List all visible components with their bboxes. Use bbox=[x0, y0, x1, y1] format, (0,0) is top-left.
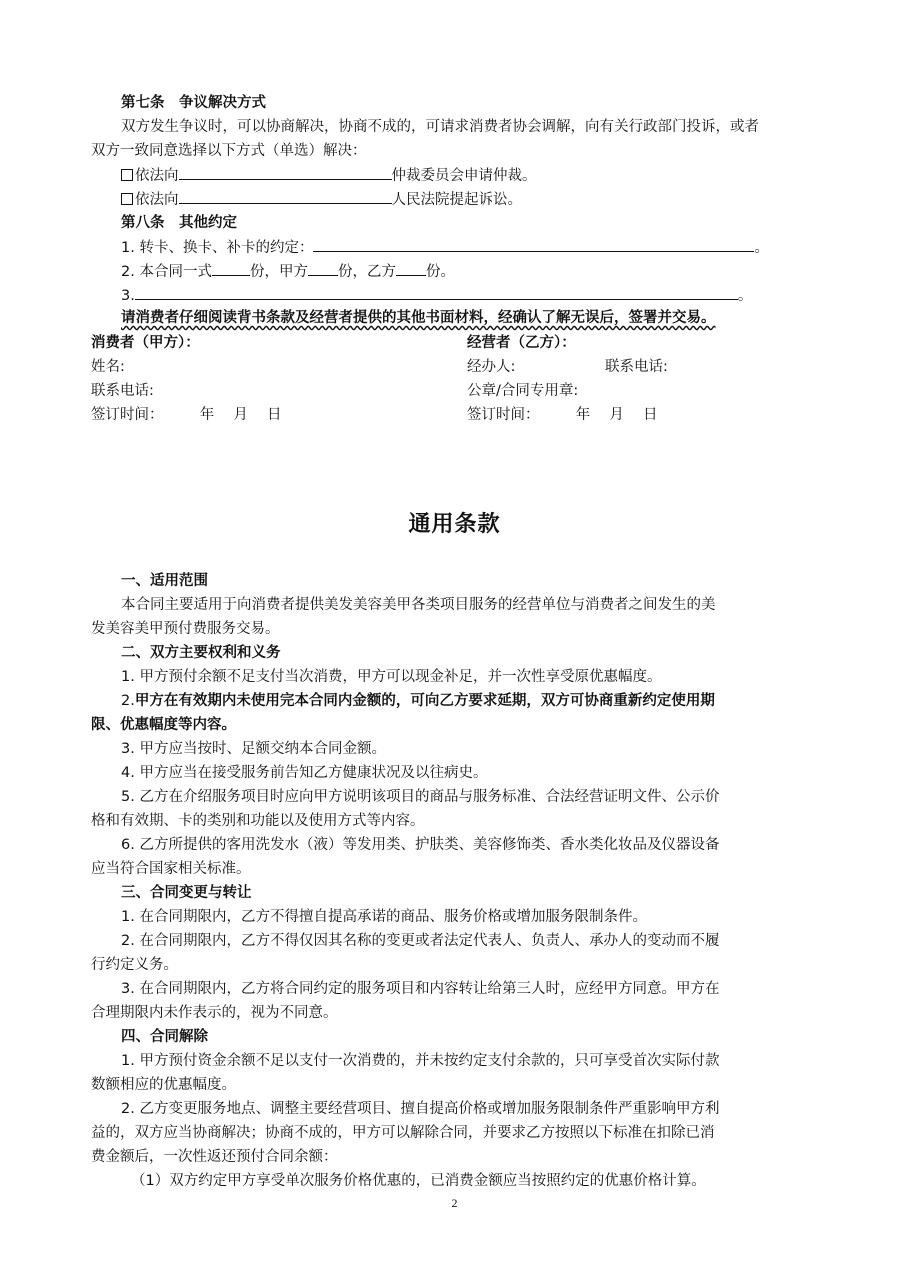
article-7-heading: 第七条 争议解决方式 bbox=[121, 95, 266, 111]
item3-label: 3. bbox=[121, 288, 135, 304]
operator-sign-date: 签订时间： 年 月 日 bbox=[467, 407, 658, 423]
court-blank[interactable] bbox=[179, 189, 392, 204]
section-3-heading: 三、合同变更与转让 bbox=[121, 885, 252, 901]
section-4-item1-line2: 数额相应的优惠幅度。 bbox=[91, 1077, 236, 1093]
item1-label: 1. 转卡、换卡、补卡的约定： bbox=[121, 240, 314, 256]
section-4-heading: 四、合同解除 bbox=[121, 1029, 208, 1045]
copies-total-blank[interactable] bbox=[212, 261, 250, 276]
section-2-item6-line2: 应当符合国家相关标准。 bbox=[91, 861, 251, 877]
section-3-item2-line1: 2. 在合同期限内，乙方不得仅因其名称的变更或者法定代表人、负责人、承办人的变动而不履 bbox=[121, 933, 720, 949]
consumer-name: 姓名: bbox=[91, 359, 125, 375]
section-2-item4: 4. 甲方应当在接受服务前告知乙方健康状况及以往病史。 bbox=[121, 765, 488, 781]
section-4-item2-line2: 益的，双方应当协商解决；协商不成的，甲方可以解除合同，并要求乙方按照以下标准在扣除已消 bbox=[91, 1125, 715, 1141]
section-1-para-line1: 本合同主要适用于向消费者提供美发美容美甲各类项目服务的经营单位与消费者之间发生的美 bbox=[121, 597, 716, 613]
section-4-item2-sub1: （1）双方约定甲方享受单次服务价格优惠的，已消费金额应当按照约定的优惠价格计算。 bbox=[131, 1173, 706, 1189]
section-3-item2-line2: 行约定义务。 bbox=[91, 957, 178, 973]
option-litigation-pre: 依法向 bbox=[135, 192, 179, 208]
copies-party-b-blank[interactable] bbox=[396, 261, 426, 276]
section-3-item1: 1. 在合同期限内，乙方不得擅自提高承诺的商品、服务价格或增加服务限制条件。 bbox=[121, 909, 647, 925]
section-1-heading: 一、适用范围 bbox=[121, 573, 208, 589]
section-1-para-line2: 发美容美甲预付费服务交易。 bbox=[91, 621, 280, 637]
item1-period: 。 bbox=[754, 240, 769, 256]
section-2-item2-line1 bbox=[121, 691, 715, 711]
section-2-item3: 3. 甲方应当按时、足额交纳本合同金额。 bbox=[121, 741, 386, 757]
section-2-item1: 1. 甲方预付余额不足支付当次消费，甲方可以现金补足，并一次性享受原优惠幅度。 bbox=[121, 669, 662, 685]
operator-phone: 联系电话: bbox=[605, 359, 668, 375]
operator-agent: 经办人: bbox=[467, 359, 516, 375]
item2-part-c: 份，乙方 bbox=[337, 264, 396, 280]
section-2-item2-text: 甲方在有效期内未使用完本合同内金额的，可向乙方要求延期，双方可协商重新约定使用期 bbox=[134, 693, 715, 709]
option-litigation-post: 人民法院提起诉讼。 bbox=[391, 192, 522, 208]
item2-part-b: 份，甲方 bbox=[249, 264, 308, 280]
article-7-para-line1: 双方发生争议时，可以协商解决，协商不成的，可请求消费者协会调解，向有关行政部门投诉，或者 bbox=[121, 119, 759, 135]
option-litigation[interactable] bbox=[121, 189, 522, 210]
consumer-title: 消费者（甲方）： bbox=[91, 335, 200, 351]
option-arbitration-pre: 依法向 bbox=[135, 168, 179, 184]
article-8-item3 bbox=[121, 285, 752, 306]
option-arbitration[interactable] bbox=[121, 165, 537, 186]
item3-blank[interactable] bbox=[135, 285, 738, 300]
option-arbitration-post: 仲裁委员会申请仲裁。 bbox=[391, 168, 537, 184]
article-8-heading: 第八条 其他约定 bbox=[121, 215, 237, 231]
checkbox-litigation[interactable] bbox=[121, 193, 133, 205]
signing-notice: 请消费者仔细阅读背书条款及经营者提供的其他书面材料，经确认了解无误后，签署并交易。 bbox=[121, 310, 716, 326]
item3-period: 。 bbox=[737, 288, 753, 304]
section-2-item2-line2: 限、优惠幅度等内容。 bbox=[91, 717, 236, 733]
section-2-item2-number: 2. bbox=[121, 693, 135, 709]
section-4-item2-line1: 2. 乙方变更服务地点、调整主要经营项目、擅自提高价格或增加服务限制条件严重影响甲方利 bbox=[121, 1101, 720, 1117]
consumer-sign-date: 签订时间： 年 月 日 bbox=[91, 407, 282, 423]
section-4-item2-line3: 费金额后，一次性返还预付合同余额： bbox=[91, 1149, 338, 1165]
general-terms-title: 通用条款 bbox=[408, 511, 501, 537]
article-8-item1 bbox=[121, 237, 769, 258]
section-2-item5-line1: 5. 乙方在介绍服务项目时应向甲方说明该项目的商品与服务标准、合法经营证明文件、公示价 bbox=[121, 789, 720, 805]
article-7-para-line2: 双方一致同意选择以下方式（单选）解决： bbox=[91, 143, 367, 159]
operator-seal: 公章/合同专用章: bbox=[467, 383, 579, 399]
item2-part-d: 份。 bbox=[425, 264, 455, 280]
arbitration-blank[interactable] bbox=[179, 165, 392, 180]
page-number: 2 bbox=[451, 1196, 458, 1210]
item2-part-a: 2. 本合同一式 bbox=[121, 264, 212, 280]
section-2-item6-line1: 6. 乙方所提供的客用洗发水（液）等发用类、护肤类、美容修饰类、香水类化妆品及仪器设备 bbox=[121, 837, 720, 853]
section-2-heading: 二、双方主要权利和义务 bbox=[121, 645, 281, 661]
operator-title: 经营者（乙方）： bbox=[467, 335, 576, 351]
item1-blank[interactable] bbox=[313, 237, 754, 252]
section-2-item5-line2: 格和有效期、卡的类别和功能以及使用方式等内容。 bbox=[91, 813, 425, 829]
section-3-item3-line1: 3. 在合同期限内，乙方将合同约定的服务项目和内容转让给第三人时，应经甲方同意。甲方在 bbox=[121, 981, 720, 997]
consumer-phone: 联系电话: bbox=[91, 383, 154, 399]
section-3-item3-line2: 合理期限内未作表示的，视为不同意。 bbox=[91, 1005, 338, 1021]
checkbox-arbitration[interactable] bbox=[121, 169, 133, 181]
article-8-item2 bbox=[121, 261, 455, 282]
copies-party-a-blank[interactable] bbox=[308, 261, 338, 276]
section-4-item1-line1: 1. 甲方预付资金余额不足以支付一次消费的，并未按约定支付余款的，只可享受首次实际付款 bbox=[121, 1053, 720, 1069]
